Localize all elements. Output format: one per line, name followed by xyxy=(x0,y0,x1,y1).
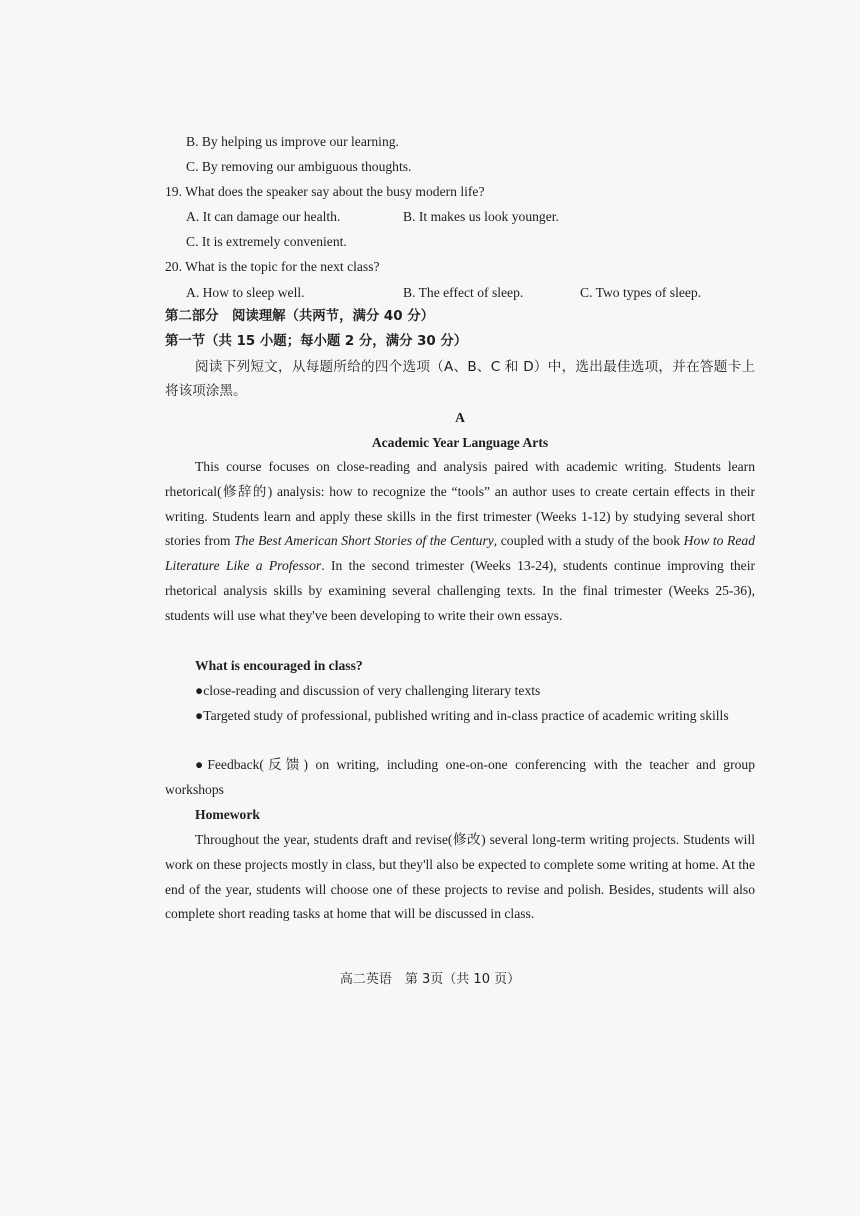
para1-text-c: . In the second trimester (Weeks 13-24), students continue improving their rhetorical analysis skills by examining several challenging texts. In the final trimester (Weeks 25-36), students will use what they've been developing to write their own essays. xyxy=(165,558,755,623)
homework-heading: Homework xyxy=(195,807,260,822)
q18-option-c: C. By removing our ambiguous thoughts. xyxy=(186,159,412,174)
q19-option-b: B. It makes us look younger. xyxy=(403,209,559,224)
homework-paragraph: Throughout the year, students draft and revise(修改) several long-term writing projects. Students will work on these projects mostly in class, but they'll also be expected to complete some writing at home. At the end of the year, students will choose one of these projects to revise and polish. Besides, students will also complete short reading tasks at home that will be discussed in class. xyxy=(165,832,755,922)
bullet-1: ●close-reading and discussion of very challenging literary texts xyxy=(195,683,541,698)
part2-title: 第二部分 阅读理解（共两节，满分 40 分） xyxy=(165,309,434,324)
encouraged-heading: What is encouraged in class? xyxy=(195,658,363,673)
q20-option-a: A. How to sleep well. xyxy=(186,285,305,300)
para1-text-b: , coupled with a study of the book xyxy=(493,533,684,549)
q20-option-b: B. The effect of sleep. xyxy=(403,285,524,300)
bullet-2: ●Targeted study of professional, published writing and in-class practice of academic writing skills xyxy=(195,708,729,723)
q20-question: 20. What is the topic for the next class? xyxy=(165,259,380,274)
q19-option-a: A. It can damage our health. xyxy=(186,209,341,224)
book-title-2: How to Read Literature Like a Professor xyxy=(165,533,755,574)
passage-title: Academic Year Language Arts xyxy=(371,435,549,450)
book-title-1: The Best American Short Stories of the Century xyxy=(234,533,494,549)
bullet-3: ●Feedback(反馈) on writing, including one-on-one conferencing with the teacher and group workshops xyxy=(165,757,755,797)
passage-letter: A xyxy=(455,410,465,425)
part2-instruction: 阅读下列短文，从每题所给的四个选项（A、B、C 和 D）中，选出最佳选项，并在答题卡上将该项涂黑。 xyxy=(165,359,755,399)
q19-question: 19. What does the speaker say about the busy modern life? xyxy=(165,184,485,199)
q18-option-b: B. By helping us improve our learning. xyxy=(186,134,399,149)
q20-option-c: C. Two types of sleep. xyxy=(580,285,702,300)
section1-title: 第一节（共 15 小题；每小题 2 分，满分 30 分） xyxy=(165,334,468,349)
passage-paragraph-1 xyxy=(165,455,755,629)
page-footer: 高二英语 第 3页（共 10 页） xyxy=(339,972,521,987)
para1-text-a: This course focuses on close-reading and analysis paired with academic writing. Students learn rhetorical(修辞的) analysis: how to recognize the “tools” an author uses to create certain effects in their writing. Students learn and apply these skills in the first trimester (Weeks 1-12) by studying several short stories from xyxy=(165,459,755,549)
q19-option-c: C. It is extremely convenient. xyxy=(186,234,347,249)
